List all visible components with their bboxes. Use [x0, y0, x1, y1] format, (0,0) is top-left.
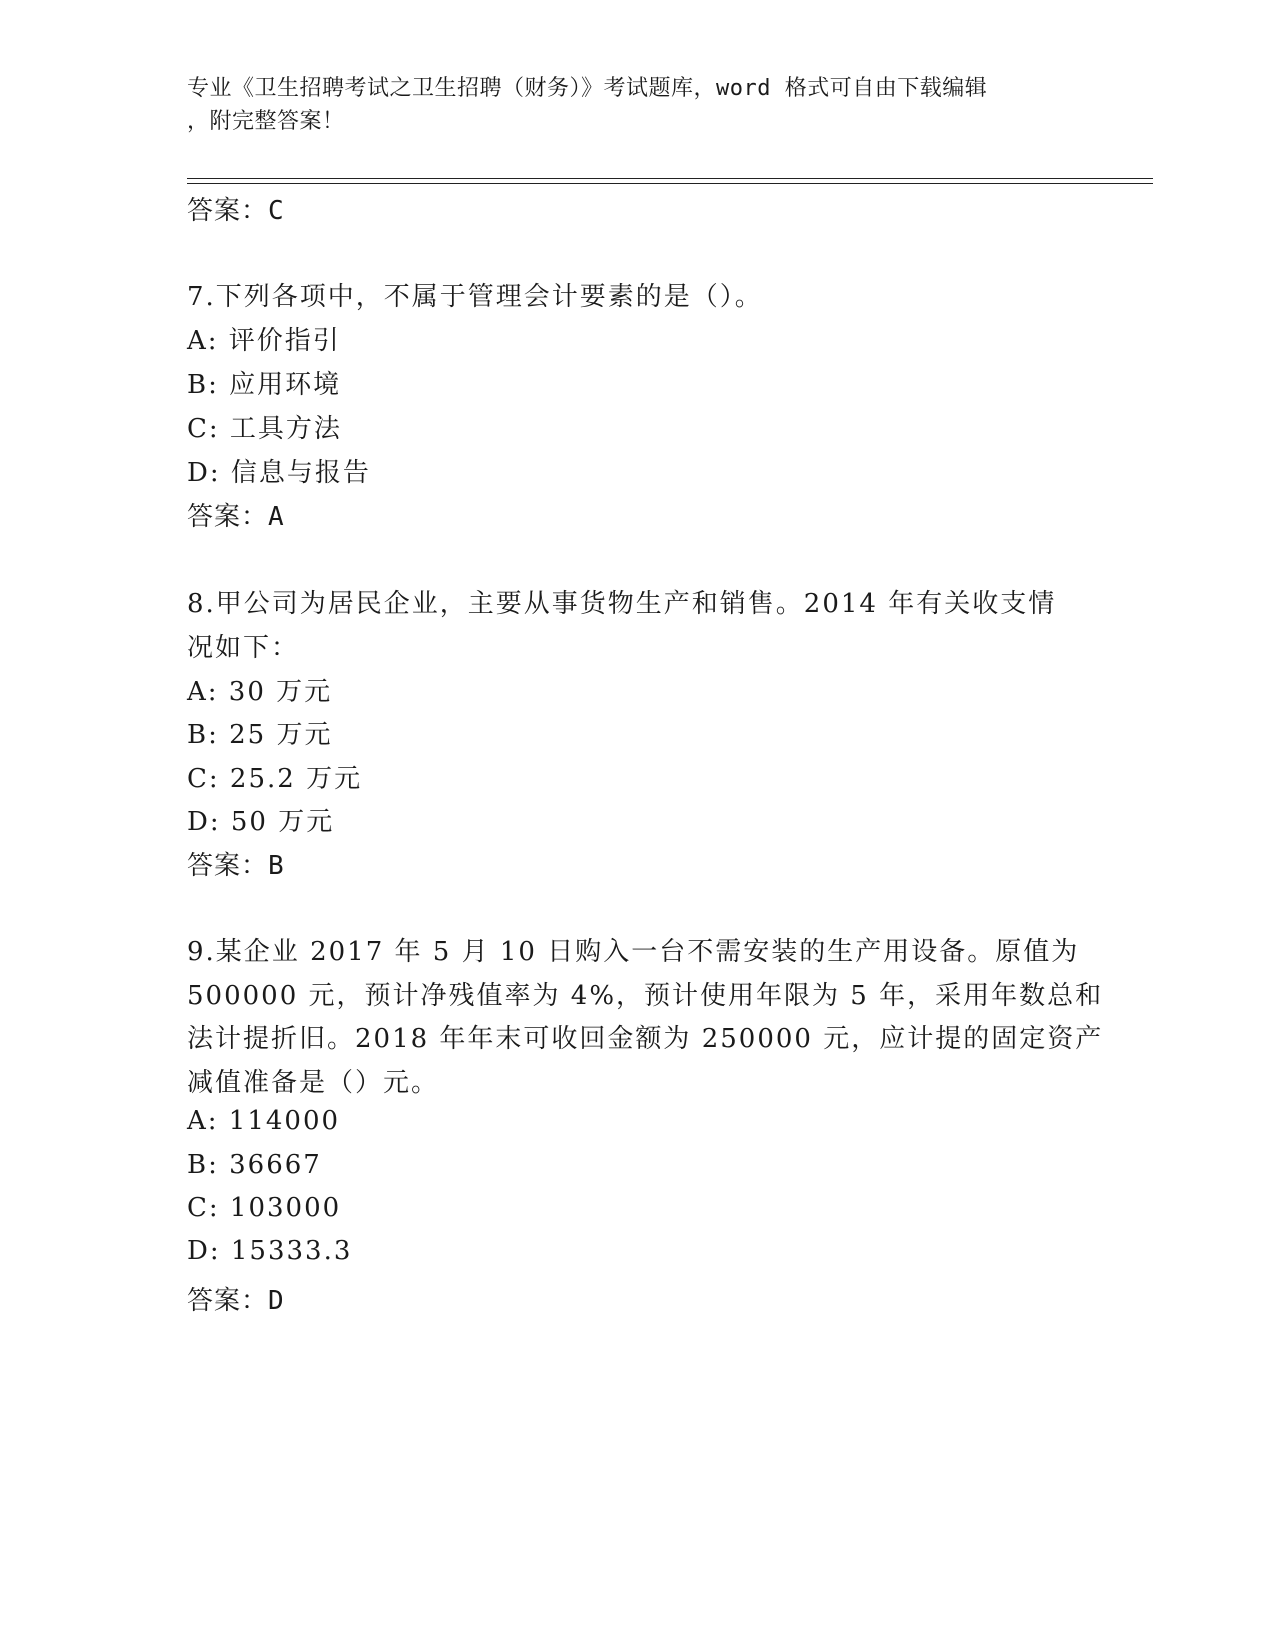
question-8-option-b: B: 25 万元: [187, 720, 333, 750]
question-9-option-b: B: 36667: [187, 1150, 322, 1180]
question-9-answer: [187, 1280, 285, 1317]
question-7-answer: [187, 496, 285, 533]
answer-label: 答案：: [187, 196, 269, 226]
question-8-stem-line-1: 8.甲公司为居民企业，主要从事货物生产和销售。2014 年有关收支情: [187, 589, 1057, 619]
question-8-stem-line-2: 况如下：: [187, 633, 300, 663]
header-line-2: ，附完整答案！: [187, 109, 345, 134]
answer-value: D: [268, 1286, 285, 1316]
question-8-option-a: A: 30 万元: [187, 677, 333, 707]
question-7-option-a: A: 评价指引: [187, 326, 341, 356]
question-8-option-c: C: 25.2 万元: [187, 764, 363, 794]
answer-label: 答案：: [187, 1286, 269, 1316]
answer-value: A: [268, 502, 285, 532]
question-8-answer: [187, 845, 285, 882]
answer-value: C: [268, 196, 285, 226]
question-9-stem-line-4: 减值准备是（）元。: [187, 1068, 440, 1098]
page-header: [187, 72, 1067, 138]
answer-label: 答案：: [187, 502, 269, 532]
answer-line-prev: [187, 190, 285, 227]
question-9-option-a: A: 114000: [187, 1106, 341, 1136]
question-9-stem-line-3: 法计提折旧。2018 年年末可收回金额为 250000 元，应计提的固定资产: [187, 1024, 1104, 1054]
question-8-option-d: D: 50 万元: [187, 807, 335, 837]
question-9-stem-line-2: 500000 元，预计净残值率为 4%，预计使用年限为 5 年，采用年数总和: [187, 981, 1104, 1011]
answer-value: B: [268, 851, 285, 881]
question-9-option-d: D: 15333.3: [187, 1236, 353, 1266]
question-9-option-c: C: 103000: [187, 1193, 342, 1223]
question-7-stem-line-1: 7.下列各项中，不属于管理会计要素的是（）。: [187, 282, 763, 312]
header-divider-top: [187, 178, 1153, 179]
header-divider-bottom: [187, 183, 1153, 184]
question-7-option-d: D: 信息与报告: [187, 458, 371, 488]
header-line-1: 专业《卫生招聘考试之卫生招聘（财务）》考试题库，word 格式可自由下载编辑: [187, 76, 988, 101]
question-9-stem-line-1: 9.某企业 2017 年 5 月 10 日购入一台不需安装的生产用设备。原值为: [187, 937, 1080, 967]
question-7-option-c: C: 工具方法: [187, 414, 342, 444]
question-7-option-b: B: 应用环境: [187, 370, 342, 400]
answer-label: 答案：: [187, 851, 269, 881]
